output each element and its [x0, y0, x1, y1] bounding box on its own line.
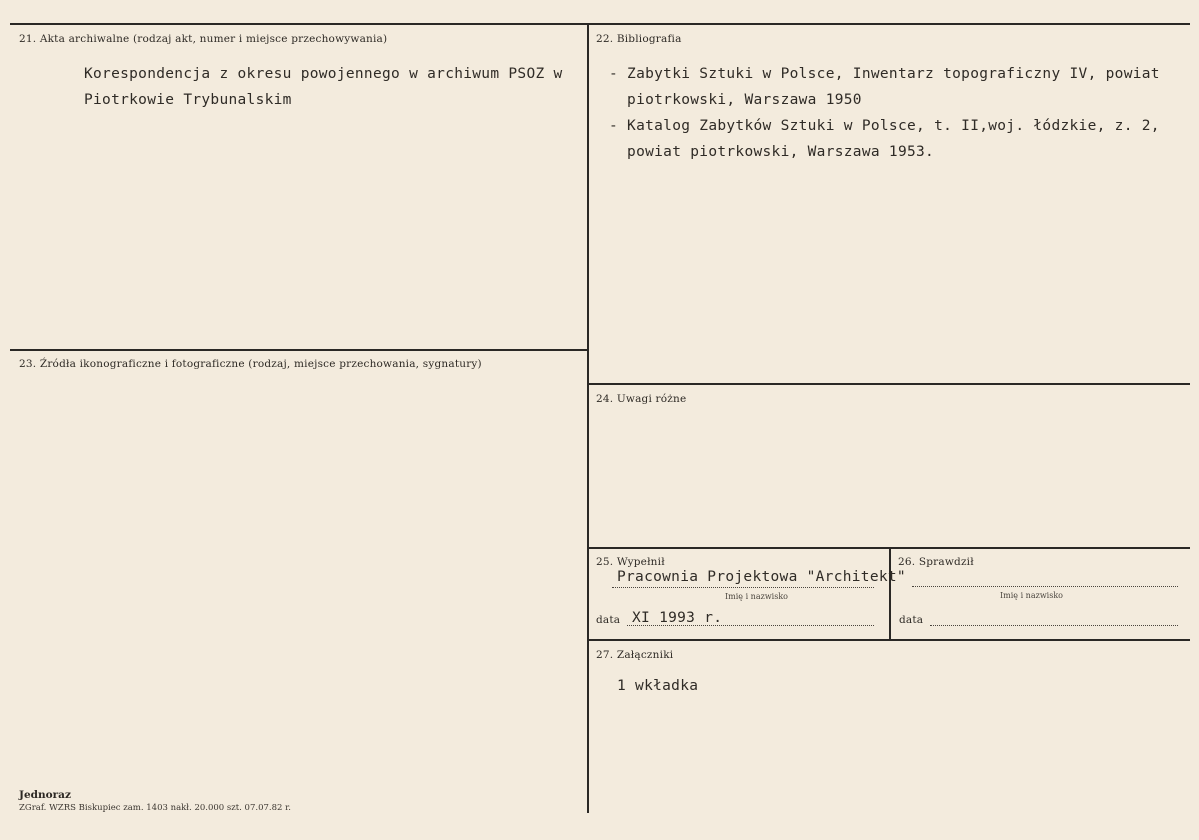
bibliography-line-1: - Zabytki Sztuki w Polsce, Inwentarz topograficzny IV, powiat — [609, 66, 1160, 82]
section22-label: 22. Bibliografia — [596, 33, 682, 45]
bibliography-line-2: piotrkowski, Warszawa 1950 — [609, 92, 862, 108]
section25-26-divider-line — [889, 548, 891, 640]
checked-by-date-line — [930, 625, 1178, 626]
bibliography-line-3: - Katalog Zabytków Sztuki w Polsce, t. II,woj. łódzkie, z. 2, — [609, 118, 1160, 134]
section22-bottom-line — [588, 383, 1190, 385]
checked-by-name-caption: Imię i nazwisko — [1000, 591, 1063, 600]
filled-by-date-label: data — [596, 614, 621, 626]
footer-imprint: ZGraf. WZRS Biskupiec zam. 1403 nakł. 20.000 szt. 07.07.82 r. — [19, 803, 291, 813]
center-divider-line — [587, 23, 589, 813]
top-border-line — [10, 23, 1190, 25]
section24-label: 24. Uwagi różne — [596, 393, 687, 405]
section26-label: 26. Sprawdził — [898, 556, 974, 568]
section21-line-1: Korespondencja z okresu powojennego w archiwum PSOZ w — [84, 66, 563, 82]
section25-label: 25. Wypełnił — [596, 556, 665, 568]
section21-line-2: Piotrkowie Trybunalskim — [84, 92, 292, 108]
filled-by-name: Pracownia Projektowa "Architekt" — [617, 569, 906, 585]
filled-by-date-value: XI 1993 r. — [632, 610, 723, 626]
bibliography-line-4: powiat piotrkowski, Warszawa 1953. — [609, 144, 935, 160]
section21-bottom-line — [10, 349, 588, 351]
filled-by-name-line — [612, 587, 874, 588]
section27-label: 27. Załączniki — [596, 649, 674, 661]
footer-title: Jednoraz — [19, 789, 71, 801]
checked-by-date-label: data — [899, 614, 924, 626]
filled-by-date-line — [627, 625, 874, 626]
filled-by-name-caption: Imię i nazwisko — [725, 592, 788, 601]
section25-bottom-line — [588, 639, 1190, 641]
section21-label: 21. Akta archiwalne (rodzaj akt, numer i miejsce przechowywania) — [19, 33, 388, 45]
checked-by-name-line — [912, 586, 1178, 587]
attachments-value: 1 wkładka — [617, 678, 699, 694]
section23-label: 23. Źródła ikonograficzne i fotograficzne (rodzaj, miejsce przechowania, sygnatury) — [19, 358, 482, 370]
